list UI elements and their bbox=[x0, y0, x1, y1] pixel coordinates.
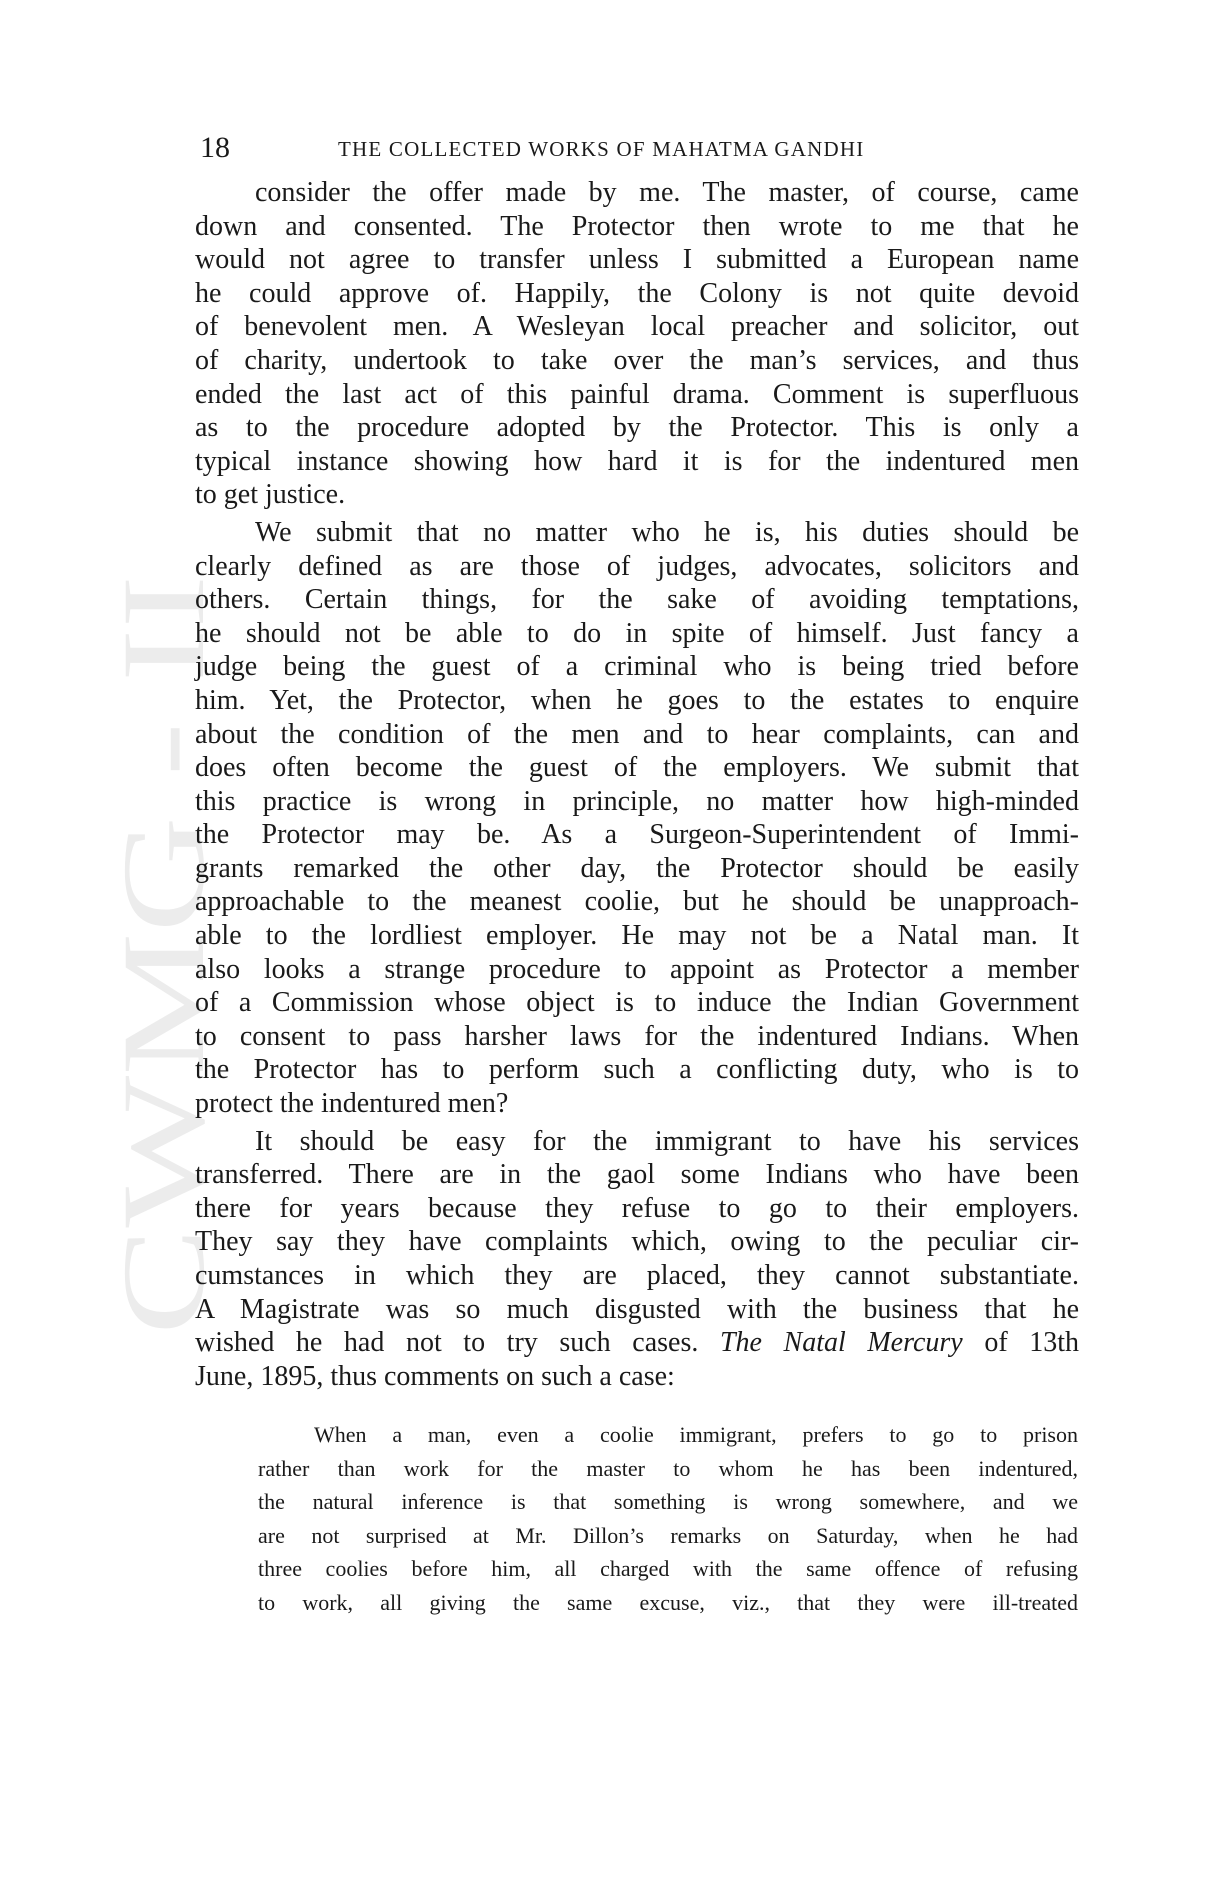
paragraph-line: the Protector may be. As a Surgeon-Superintendent of Immi- bbox=[195, 819, 1079, 851]
paragraph-line: there for years because they refuse to go to their employers. bbox=[195, 1192, 1079, 1224]
page-number: 18 bbox=[200, 131, 230, 164]
paragraph-line: others. Certain things, for the sake of avoiding temptations, bbox=[195, 584, 1079, 616]
paragraph-line: he should not be able to do in spite of himself. Just fancy a bbox=[195, 617, 1079, 649]
paragraph-3 bbox=[195, 1125, 1079, 1394]
paragraph-line: he could approve of. Happily, the Colony is not quite devoid bbox=[195, 277, 1079, 309]
paragraph-line: It should be easy for the immigrant to have his services bbox=[255, 1125, 1079, 1157]
paragraph-line: cumstances in which they are placed, they cannot substantiate. bbox=[195, 1260, 1079, 1291]
paragraph-line: of charity, undertook to take over the man’s services, and thus bbox=[195, 344, 1079, 376]
quote-line: the natural inference is that something is wrong somewhere, and we bbox=[258, 1489, 1078, 1515]
paragraph-line: transferred. There are in the gaol some Indians who have been bbox=[195, 1159, 1079, 1191]
paragraph-line: to get justice. bbox=[195, 479, 346, 511]
paragraph-1 bbox=[195, 176, 1079, 512]
quote-line: When a man, even a coolie immigrant, prefers to go to prison bbox=[314, 1422, 1078, 1447]
newspaper-title: The Natal Mercury bbox=[719, 1327, 963, 1359]
paragraph-line: does often become the guest of the employers. We submit that bbox=[195, 752, 1079, 784]
quote-line: rather than work for the master to whom he has been indentured, bbox=[258, 1455, 1078, 1481]
paragraph-line: able to the lordliest employer. He may not be a Natal man. It bbox=[195, 920, 1079, 952]
paragraph-line: to consent to pass harsher laws for the indentured Indians. When bbox=[195, 1020, 1079, 1052]
paragraph-line: clearly defined as are those of judges, advocates, solicitors and bbox=[195, 550, 1079, 582]
quote-line: three coolies before him, all charged with the same offence of refusing bbox=[258, 1556, 1078, 1582]
paragraph-line: down and consented. The Protector then wrote to me that he bbox=[195, 210, 1079, 242]
quote-line: are not surprised at Mr. Dillon’s remarks on Saturday, when he had bbox=[258, 1522, 1078, 1548]
paragraph-line: this practice is wrong in principle, no matter how high-minded bbox=[195, 785, 1079, 817]
paragraph-line: grants remarked the other day, the Protector should be easily bbox=[195, 852, 1079, 884]
paragraph-line: wished he had not to try such cases. The Natal Mercury of 13th bbox=[195, 1327, 1080, 1359]
body-text bbox=[195, 176, 1079, 1393]
paragraph-line: They say they have complaints which, owing to the peculiar cir- bbox=[195, 1226, 1079, 1258]
paragraph-line: A Magistrate was so much disgusted with the business that he bbox=[195, 1293, 1079, 1325]
paragraph-line: of benevolent men. A Wesleyan local preacher and solicitor, out bbox=[195, 311, 1079, 343]
paragraph-line: typical instance showing how hard it is for the indentured men bbox=[195, 445, 1079, 477]
paragraph-line: June, 1895, thus comments on such a case: bbox=[195, 1360, 675, 1392]
paragraph-line: would not agree to transfer unless I submitted a European name bbox=[195, 244, 1079, 276]
running-title: THE COLLECTED WORKS OF MAHATMA GANDHI bbox=[338, 137, 865, 161]
paragraph-line: him. Yet, the Protector, when he goes to the estates to enquire bbox=[195, 684, 1079, 716]
paragraph-line: of a Commission whose object is to induce the Indian Government bbox=[195, 987, 1079, 1019]
page-header bbox=[200, 128, 1076, 168]
paragraph-line: as to the procedure adopted by the Protector. This is only a bbox=[195, 412, 1079, 444]
paragraph-line: ended the last act of this painful drama. Comment is superfluous bbox=[195, 378, 1079, 410]
paragraph-line: approachable to the meanest coolie, but he should be unapproach- bbox=[195, 886, 1079, 918]
paragraph-line: also looks a strange procedure to appoint as Protector a member bbox=[195, 953, 1079, 985]
block-quote bbox=[258, 1418, 1078, 1620]
paragraph-2 bbox=[195, 516, 1079, 1121]
watermark-text: CWMG - II bbox=[98, 777, 229, 1335]
paragraph-line: the Protector has to perform such a conflicting duty, who is to bbox=[195, 1054, 1079, 1086]
paragraph-line: about the condition of the men and to hear complaints, can and bbox=[195, 718, 1079, 750]
paragraph-line: consider the offer made by me. The master, of course, came bbox=[255, 177, 1079, 208]
paragraph-line: judge being the guest of a criminal who is being tried before bbox=[195, 651, 1079, 683]
paragraph-line: We submit that no matter who he is, his duties should be bbox=[255, 516, 1079, 548]
paragraph-line: protect the indentured men? bbox=[195, 1088, 509, 1120]
quote-line: to work, all giving the same excuse, viz., that they were ill-treated bbox=[258, 1589, 1078, 1615]
